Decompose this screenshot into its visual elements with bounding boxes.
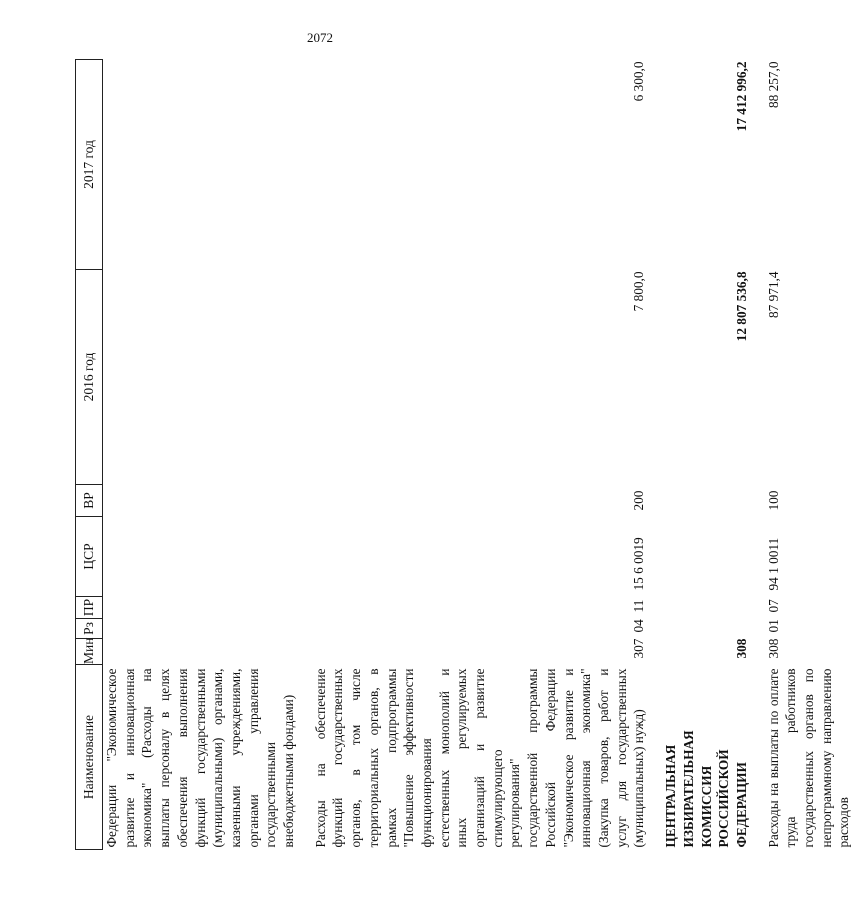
- header-name: Наименование: [76, 665, 103, 850]
- row-csr: 94 1 0011: [765, 537, 781, 591]
- row-2016: [103, 270, 298, 485]
- table-row: [662, 60, 751, 850]
- header-csr: ЦСР: [76, 517, 103, 597]
- row-rz: 01: [765, 619, 781, 633]
- row-vr: [103, 485, 298, 517]
- row-vr: 200: [631, 490, 647, 511]
- row-min: 307: [631, 638, 647, 659]
- row-min: [103, 639, 298, 665]
- row-csr: [103, 517, 298, 597]
- row-2016: 87 971,4: [765, 271, 781, 319]
- row-2017: 17 412 996,2: [733, 61, 749, 132]
- table-row: [103, 60, 298, 850]
- row-name: ЦЕНТРАЛЬНАЯ ИЗБИРАТЕЛЬНАЯ КОМИССИЯ РОССИЙСКОЙ ФЕДЕРАЦИИ: [663, 730, 749, 848]
- row-vr: [662, 485, 751, 517]
- row-2017: [103, 60, 298, 270]
- header-vr: ВР: [76, 485, 103, 517]
- budget-table: [75, 59, 853, 850]
- header-rz: Рз: [76, 619, 103, 639]
- header-2016: 2016 год: [76, 270, 103, 485]
- row-pr: [103, 597, 298, 619]
- row-2016: 7 800,0: [631, 271, 647, 312]
- page-number: 2072: [307, 30, 333, 45]
- header-pr: ПР: [76, 597, 103, 619]
- row-rz: [103, 619, 298, 639]
- budget-table-sheet: [75, 60, 852, 850]
- row-vr: 100: [765, 490, 781, 511]
- row-spacer: [751, 60, 765, 850]
- row-2016: 12 807 536,8: [733, 271, 749, 342]
- header-min: Мин: [76, 639, 103, 665]
- table-row: [765, 60, 853, 850]
- row-spacer: [298, 60, 312, 850]
- table-row: [312, 60, 648, 850]
- table-header-row: [76, 60, 103, 850]
- row-min: 308: [733, 638, 749, 659]
- row-2017: 88 257,0: [765, 61, 781, 109]
- row-csr: [662, 517, 751, 597]
- row-rz: 04: [631, 619, 647, 633]
- row-pr: [662, 597, 751, 619]
- row-csr: 15 6 0019: [631, 537, 647, 591]
- row-spacer: [648, 60, 662, 850]
- row-name: Расходы на обеспечение функций государственных органов, в том числе территориальных органов, в рамках подпрограммы "Повышение эффективности функционирования естественных монополий и иных регулируемых организаций и развитие стимулирующего регулирования" государственной программы Российской Федерации "Экономическое развитие и инновационная экономика" (Закупка товаров, работ и услуг для государственных (муниципальных) нужд): [312, 668, 647, 848]
- header-2017: 2017 год: [76, 60, 103, 270]
- row-name: Федерации "Экономическое развитие и инновационная экономика" (Расходы на выплаты персоналу в целях обеспечения выполнения функций государственными (муниципальными) органами, казенными учреждениями, органами управления государственными внебюджетными фондами): [104, 668, 297, 848]
- row-name: Расходы на выплаты по оплате труда работников государственных органов по непрограммному направлению расходов: [765, 668, 852, 848]
- row-rz: [662, 619, 751, 639]
- row-pr: 07: [765, 599, 781, 613]
- row-2017: 6 300,0: [631, 61, 647, 102]
- row-min: 308: [765, 638, 781, 659]
- row-pr: 11: [631, 599, 647, 613]
